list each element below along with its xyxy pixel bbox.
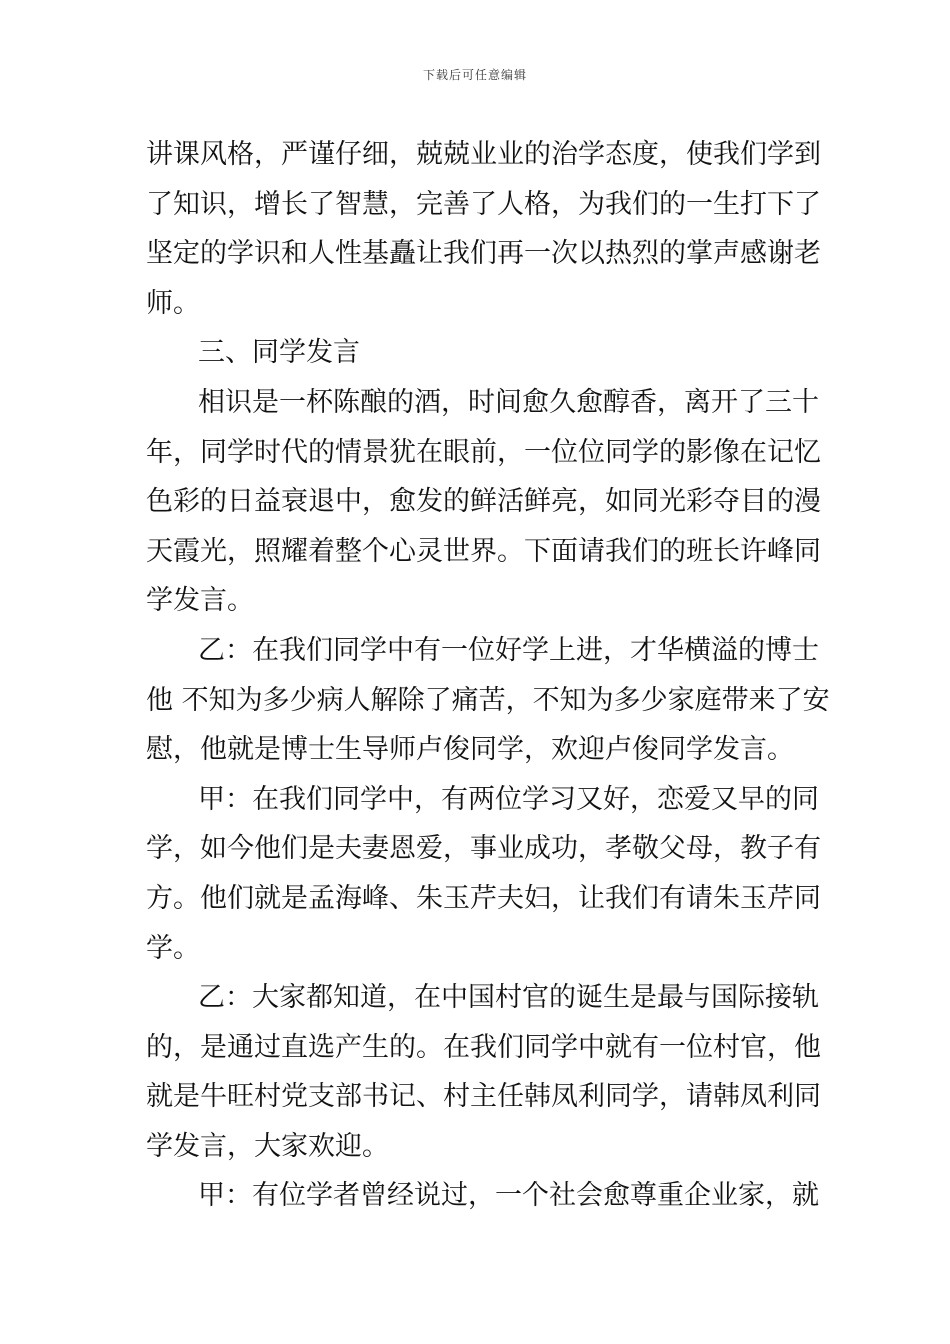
text-line: 师。 <box>146 287 200 319</box>
text-line: 讲课风格，严谨仔细，兢兢业业的治学态度，使我们学到 <box>146 139 821 170</box>
text-line: 了知识，增长了智慧，完善了人格，为我们的一生打下了 <box>146 188 821 220</box>
text-line: 学，如今他们是夫妻恩爱，事业成功，孝敬父母，教子有 <box>146 833 821 865</box>
text-line: 就是牛旺村党支部书记、村主任韩凤利同学，请韩凤利同 <box>146 1081 821 1113</box>
text-line: 天霞光，照耀着整个心灵世界。下面请我们的班长许峰同 <box>146 535 821 567</box>
text-line: 坚定的学识和人性基矗让我们再一次以热烈的掌声感谢老 <box>146 238 821 270</box>
text-line: 方。他们就是孟海峰、朱玉芹夫妇，让我们有请朱玉芹同 <box>146 882 821 914</box>
text-line: 甲：在我们同学中，有两位学习又好，恋爱又早的同 <box>198 783 819 815</box>
text-line: 乙：在我们同学中有一位好学上进，才华横溢的博士 <box>198 634 819 666</box>
text-line: 学。 <box>146 932 200 964</box>
text-line: 色彩的日益衰退中，愈发的鲜活鲜亮，如同光彩夺目的漫 <box>146 486 821 518</box>
section-heading: 三、同学发言 <box>198 337 360 369</box>
page-header-note: 下载后可任意编辑 <box>422 68 527 82</box>
text-line: 相识是一杯陈酿的酒，时间愈久愈醇香，离开了三十 <box>198 386 819 418</box>
text-line: 的，是通过直选产生的。在我们同学中就有一位村官，他 <box>146 1031 821 1063</box>
document-body <box>146 130 830 1221</box>
text-line: 学发言。 <box>146 585 254 617</box>
text-line: 学发言，大家欢迎。 <box>146 1130 389 1162</box>
text-line: 乙：大家都知道，在中国村官的诞生是最与国际接轨 <box>198 982 819 1014</box>
text-line: 年，同学时代的情景犹在眼前，一位位同学的影像在记忆 <box>146 436 821 468</box>
text-line: 他 不知为多少病人解除了痛苦，不知为多少家庭带来了安 <box>146 684 830 716</box>
text-line: 甲：有位学者曾经说过，一个社会愈尊重企业家，就 <box>198 1180 819 1212</box>
text-line: 慰，他就是博士生导师卢俊同学，欢迎卢俊同学发言。 <box>146 734 794 766</box>
